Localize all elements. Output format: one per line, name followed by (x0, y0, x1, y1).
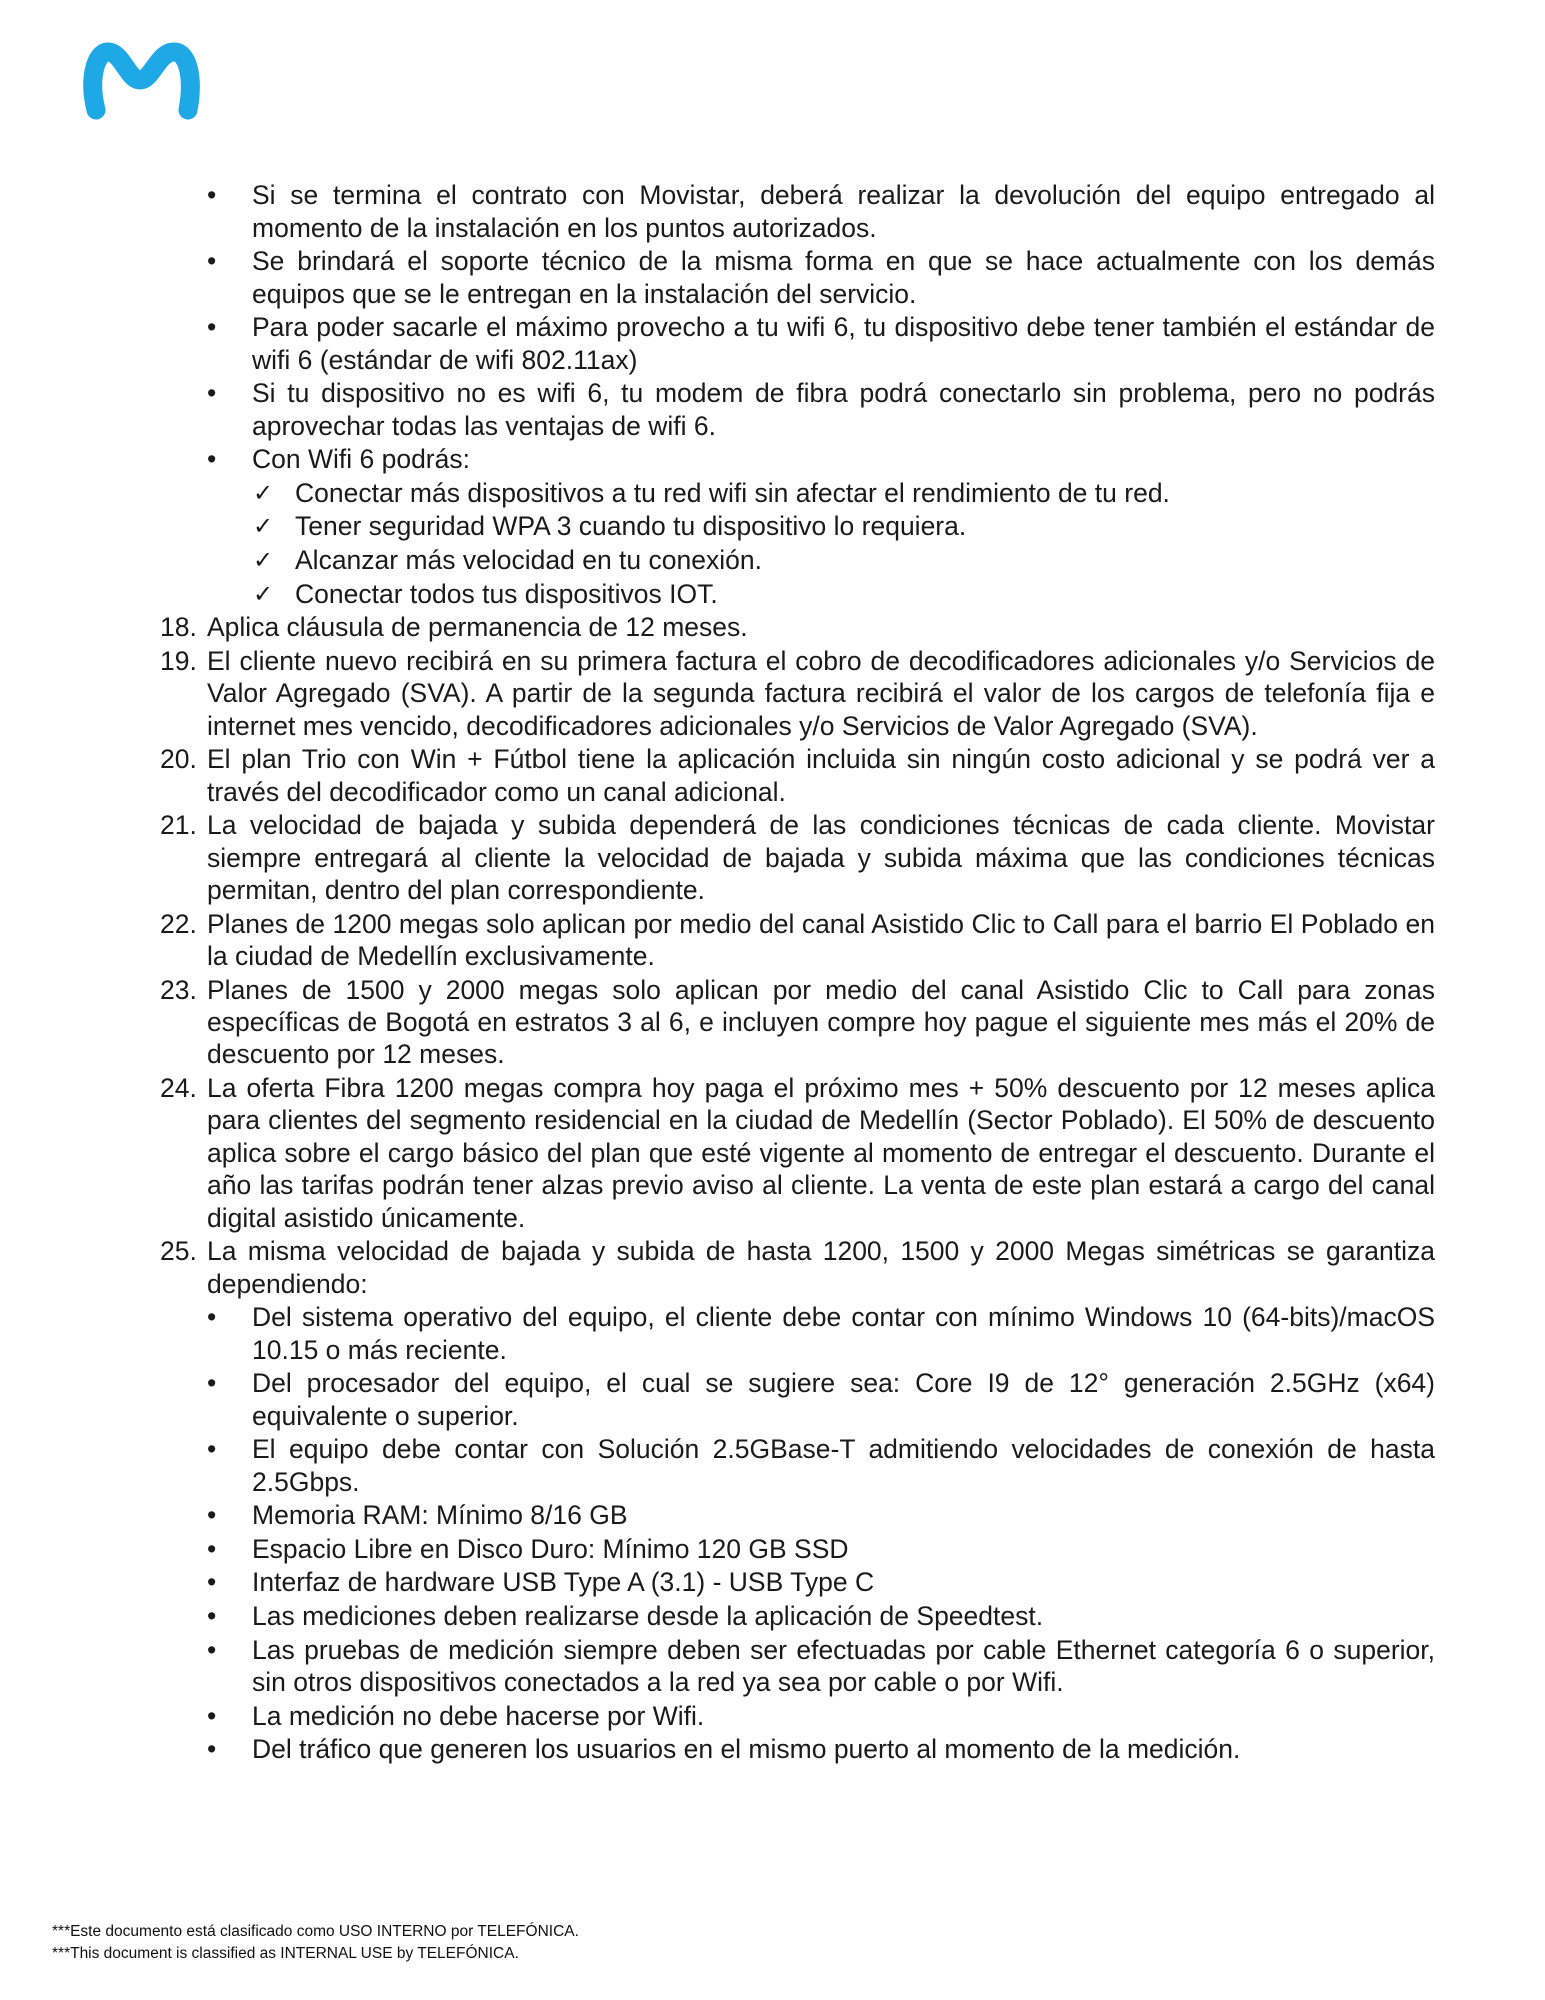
footer-line-es: ***Este documento está clasificado como USO INTERNO por TELEFÓNICA. (52, 1923, 579, 1940)
bullet-item-text: Para poder sacarle el máximo provecho a tu wifi 6, tu dispositivo debe tener también el estándar de wifi 6 (estándar de wifi 802.11ax) (252, 312, 1435, 375)
bullet-item-text: Si se termina el contrato con Movistar, deberá realizar la devolución del equipo entregado al momento de la instalación en los puntos autorizados. (252, 180, 1435, 243)
document-body (155, 178, 1435, 1766)
numbered-item-marker: 23. (160, 974, 197, 1005)
requirement-item-text: Del procesador del equipo, el cual se sugiere sea: Core I9 de 12° generación 2.5GHz (x64) equivalente o superior. (252, 1368, 1435, 1431)
bullet-item-4 (155, 377, 1435, 442)
bullet-list-top (155, 179, 1435, 475)
numbered-item-marker: 20. (160, 744, 197, 775)
requirement-item-text: El equipo debe contar con Solución 2.5GBase-T admitiendo velocidades de conexión de hasta 2.5Gbps. (252, 1434, 1435, 1497)
numbered-item-text: La misma velocidad de bajada y subida de hasta 1200, 1500 y 2000 Megas simétricas se garantiza dependiendo: (207, 1236, 1435, 1299)
requirement-item-5 (155, 1533, 1435, 1565)
requirement-item-9 (155, 1700, 1435, 1732)
check-item-text: Alcanzar más velocidad en tu conexión. (295, 544, 762, 575)
check-item-4 (155, 578, 1435, 610)
requirement-item-marker: • (207, 1302, 217, 1333)
check-item-marker: ✓ (253, 545, 274, 574)
requirement-item-marker: • (207, 1734, 217, 1765)
requirement-item-text: Del sistema operativo del equipo, el cliente debe contar con mínimo Windows 10 (64-bits)/macOS 10.15 o más reciente. (252, 1302, 1435, 1365)
requirement-item-2 (155, 1367, 1435, 1432)
numbered-item-marker: 22. (160, 908, 197, 939)
check-item-2 (155, 510, 1435, 542)
numbered-item-marker: 24. (160, 1072, 197, 1103)
numbered-item-5 (155, 908, 1435, 973)
requirement-item-text: Las mediciones deben realizarse desde la aplicación de Speedtest. (252, 1600, 1044, 1631)
numbered-item-7 (155, 1072, 1435, 1234)
numbered-item-6 (155, 974, 1435, 1071)
numbered-item-marker: 18. (160, 612, 197, 643)
numbered-list (155, 611, 1435, 1300)
numbered-item-text: El plan Trio con Win + Fútbol tiene la aplicación incluida sin ningún costo adicional y se podrá ver a través del decodificador como un canal adicional. (207, 744, 1435, 807)
bullet-item-marker: • (207, 246, 217, 277)
numbered-item-1 (155, 611, 1435, 643)
requirement-item-1 (155, 1301, 1435, 1366)
numbered-item-text: Aplica cláusula de permanencia de 12 meses. (207, 612, 748, 643)
numbered-item-text: El cliente nuevo recibirá en su primera factura el cobro de decodificadores adicionales y/o Servicios de Valor Agregado (SVA). A partir de la segunda factura recibirá el valor de los cargos de telefonía fija e internet mes vencido, decodificadores adicionales y/o Servicios de Valor Agregado (SVA). (207, 645, 1435, 741)
requirement-item-10 (155, 1733, 1435, 1765)
requirement-item-marker: • (207, 1600, 217, 1631)
bullet-item-marker: • (207, 444, 217, 475)
check-item-text: Conectar todos tus dispositivos IOT. (295, 578, 718, 609)
bullet-item-2 (155, 245, 1435, 310)
requirement-item-3 (155, 1433, 1435, 1498)
requirement-item-marker: • (207, 1533, 217, 1564)
numbered-item-text: La oferta Fibra 1200 megas compra hoy paga el próximo mes + 50% descuento por 12 meses aplica para clientes del segmento residencial en la ciudad de Medellín (Sector Poblado). El 50% de descuento aplica sobre el cargo básico del plan que esté vigente al momento de entregar el descuento. Durante el año las tarifas podrán tener alzas previo aviso al cliente. La venta de este plan estará a cargo del canal digital asistido únicamente. (207, 1072, 1435, 1233)
requirement-item-marker: • (207, 1567, 217, 1598)
bullet-item-text: Si tu dispositivo no es wifi 6, tu modem de fibra podrá conectarlo sin problema, pero no podrás aprovechar todas las ventajas de wifi 6. (252, 378, 1435, 441)
numbered-item-marker: 19. (160, 645, 197, 676)
numbered-item-marker: 21. (160, 810, 197, 841)
requirement-item-text: La medición no debe hacerse por Wifi. (252, 1700, 705, 1731)
bullet-item-text: Se brindará el soporte técnico de la misma forma en que se hace actualmente con los demás equipos que se le entregan en la instalación del servicio. (252, 246, 1435, 309)
bullet-item-text: Con Wifi 6 podrás: (252, 444, 470, 475)
requirement-item-text: Interfaz de hardware USB Type A (3.1) - USB Type C (252, 1567, 875, 1598)
check-item-1 (155, 477, 1435, 509)
classification-footer (52, 1921, 579, 1965)
numbered-item-8 (155, 1235, 1435, 1300)
numbered-item-text: Planes de 1200 megas solo aplican por medio del canal Asistido Clic to Call para el barrio El Poblado en la ciudad de Medellín exclusivamente. (207, 908, 1435, 971)
requirement-item-marker: • (207, 1634, 217, 1665)
requirement-item-text: Memoria RAM: Mínimo 8/16 GB (252, 1500, 628, 1531)
bullet-list-bottom (155, 1301, 1435, 1765)
bullet-item-marker: • (207, 378, 217, 409)
numbered-item-text: Planes de 1500 y 2000 megas solo aplican por medio del canal Asistido Clic to Call para zonas específicas de Bogotá en estratos 3 al 6, e incluyen compre hoy pague el siguiente mes más el 20% de descuento por 12 meses. (207, 974, 1435, 1070)
check-item-3 (155, 544, 1435, 576)
check-item-text: Conectar más dispositivos a tu red wifi sin afectar el rendimiento de tu red. (295, 477, 1170, 508)
requirement-item-text: Del tráfico que generen los usuarios en el mismo puerto al momento de la medición. (252, 1734, 1241, 1765)
footer-line-en: ***This document is classified as INTERNAL USE by TELEFÓNICA. (52, 1945, 519, 1962)
bullet-item-3 (155, 311, 1435, 376)
check-item-marker: ✓ (253, 579, 274, 608)
numbered-item-marker: 25. (160, 1236, 197, 1267)
requirement-item-4 (155, 1499, 1435, 1531)
requirement-item-text: Las pruebas de medición siempre deben ser efectuadas por cable Ethernet categoría 6 o superior, sin otros dispositivos conectados a la red ya sea por cable o por Wifi. (252, 1634, 1435, 1697)
requirement-item-text: Espacio Libre en Disco Duro: Mínimo 120 GB SSD (252, 1533, 849, 1564)
requirement-item-7 (155, 1600, 1435, 1632)
check-list (155, 477, 1435, 610)
requirement-item-marker: • (207, 1434, 217, 1465)
requirement-item-marker: • (207, 1368, 217, 1399)
check-item-text: Tener seguridad WPA 3 cuando tu dispositivo lo requiera. (295, 511, 967, 542)
numbered-item-text: La velocidad de bajada y subida dependerá de las condiciones técnicas de cada cliente. Movistar siempre entregará al cliente la velocidad de bajada y subida máxima que las condiciones técnicas permitan, dentro del plan correspondiente. (207, 810, 1435, 905)
bullet-item-1 (155, 179, 1435, 244)
check-item-marker: ✓ (253, 512, 274, 541)
bullet-item-marker: • (207, 312, 217, 343)
check-item-marker: ✓ (253, 478, 274, 507)
numbered-item-3 (155, 743, 1435, 808)
requirement-item-marker: • (207, 1700, 217, 1731)
requirement-item-8 (155, 1634, 1435, 1699)
bullet-item-marker: • (207, 180, 217, 211)
requirement-item-marker: • (207, 1500, 217, 1531)
numbered-item-4 (155, 809, 1435, 906)
requirement-item-6 (155, 1566, 1435, 1598)
numbered-item-2 (155, 645, 1435, 742)
movistar-logo (82, 38, 202, 124)
bullet-item-5 (155, 443, 1435, 475)
